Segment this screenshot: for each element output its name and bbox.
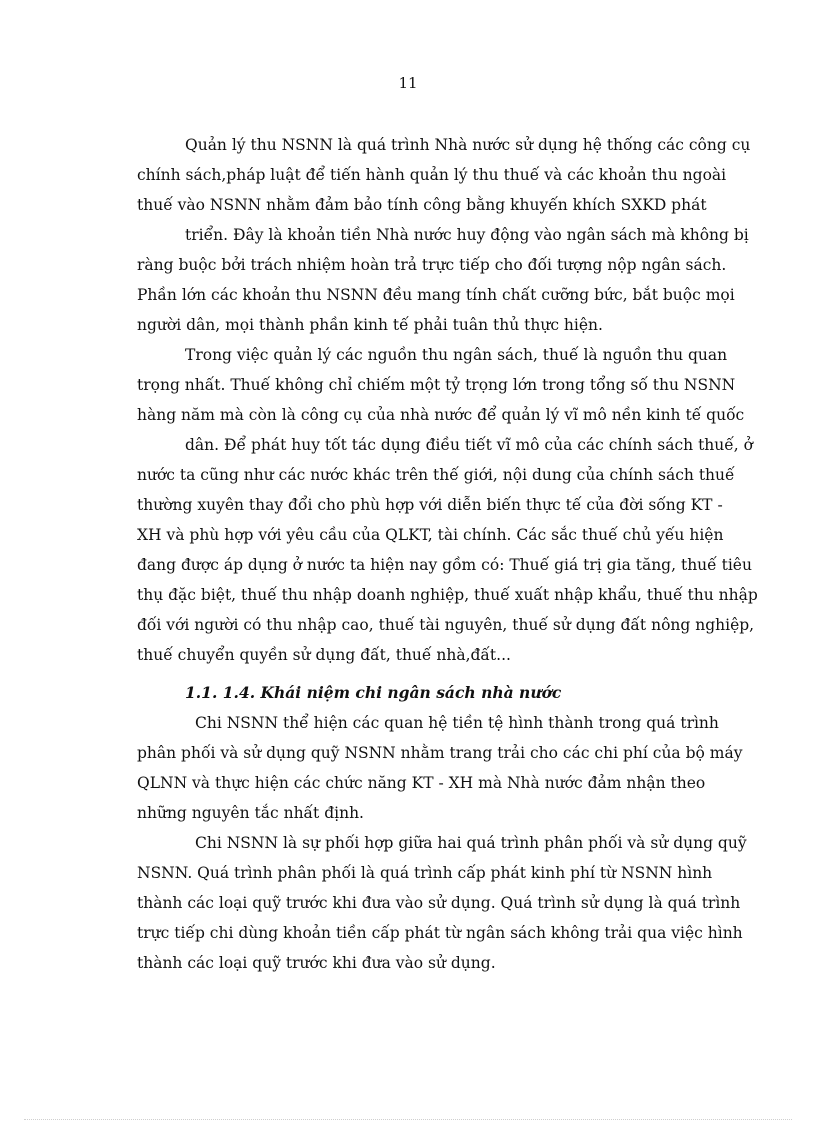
text-line: Quản lý thu NSNN là quá trình Nhà nước sử dụng hệ thống các công cụ bbox=[185, 136, 751, 154]
text-line: thuế chuyển quyền sử dụng đất, thuế nhà,đất... bbox=[137, 646, 511, 664]
text-line: XH và phù hợp với yêu cầu của QLKT, tài chính. Các sắc thuế chủ yếu hiện bbox=[137, 526, 724, 544]
text-line: triển. Đây là khoản tiền Nhà nước huy động vào ngân sách mà không bị bbox=[185, 226, 749, 244]
text-line: thành các loại quỹ trước khi đưa vào sử dụng. Quá trình sử dụng là quá trình bbox=[137, 894, 741, 912]
text-line: Chi NSNN thể hiện các quan hệ tiền tệ hình thành trong quá trình bbox=[195, 714, 719, 732]
text-line: đối với người có thu nhập cao, thuế tài nguyên, thuế sử dụng đất nông nghiệp, bbox=[137, 616, 755, 634]
text-line: dân. Để phát huy tốt tác dụng điều tiết vĩ mô của các chính sách thuế, ở bbox=[185, 436, 753, 454]
text-line: Chi NSNN là sự phối hợp giữa hai quá trình phân phối và sử dụng quỹ bbox=[195, 834, 747, 852]
text-line: thụ đặc biệt, thuế thu nhập doanh nghiệp, thuế xuất nhập khẩu, thuế thu nhập bbox=[137, 586, 758, 604]
text-line: hàng năm mà còn là công cụ của nhà nước để quản lý vĩ mô nền kinh tế quốc bbox=[137, 406, 745, 424]
text-line: ràng buộc bởi trách nhiệm hoàn trả trực tiếp cho đối tượng nộp ngân sách. bbox=[137, 256, 727, 274]
text-line: đang được áp dụng ở nước ta hiện nay gồm có: Thuế giá trị gia tăng, thuế tiêu bbox=[137, 556, 752, 574]
text-line: Phần lớn các khoản thu NSNN đều mang tính chất cưỡng bức, bắt buộc mọi bbox=[137, 286, 735, 304]
text-line: QLNN và thực hiện các chức năng KT - XH mà Nhà nước đảm nhận theo bbox=[137, 774, 706, 792]
page-number: 11 bbox=[398, 74, 418, 92]
text-line: Trong việc quản lý các nguồn thu ngân sách, thuế là nguồn thu quan bbox=[185, 346, 728, 364]
text-line: NSNN. Quá trình phân phối là quá trình cấp phát kinh phí từ NSNN hình bbox=[137, 864, 713, 882]
text-line: chính sách,pháp luật để tiến hành quản lý thu thuế và các khoản thu ngoài bbox=[137, 166, 727, 184]
text-line: trọng nhất. Thuế không chỉ chiếm một tỷ trọng lớn trong tổng số thu NSNN bbox=[137, 376, 736, 394]
text-line: trực tiếp chi dùng khoản tiền cấp phát từ ngân sách không trải qua việc hình bbox=[137, 924, 743, 942]
text-line: những nguyên tắc nhất định. bbox=[137, 804, 364, 822]
text-line: nước ta cũng như các nước khác trên thế giới, nội dung của chính sách thuế bbox=[137, 466, 735, 484]
page-bottom-divider bbox=[24, 1119, 792, 1120]
text-line: thuế vào NSNN nhằm đảm bảo tính công bằng khuyến khích SXKD phát bbox=[137, 196, 707, 214]
section-heading: 1.1. 1.4. Khái niệm chi ngân sách nhà nước bbox=[185, 683, 562, 702]
text-line: thường xuyên thay đổi cho phù hợp với diễn biến thực tế của đời sống KT - bbox=[137, 496, 723, 514]
text-line: thành các loại quỹ trước khi đưa vào sử dụng. bbox=[137, 954, 496, 972]
text-line: phân phối và sử dụng quỹ NSNN nhằm trang trải cho các chi phí của bộ máy bbox=[137, 744, 743, 762]
text-line: người dân, mọi thành phần kinh tế phải tuân thủ thực hiện. bbox=[137, 316, 603, 334]
